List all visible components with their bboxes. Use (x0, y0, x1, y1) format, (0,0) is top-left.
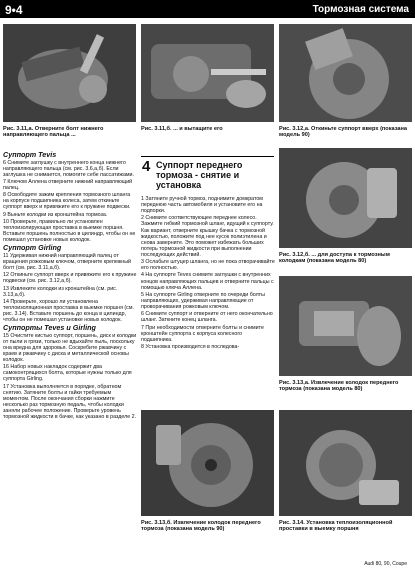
photo-3-13b-image (141, 410, 274, 516)
photo-3-13a-image (279, 276, 412, 376)
photo-3-11a-image (3, 24, 136, 122)
page-footer: Audi 80, 90, Coupe (364, 561, 407, 567)
caption-3-11a: Рис. 3.11,а. Отверните болт нижнего направляющего пальца ... (3, 126, 104, 139)
paragraph: 11 Удерживая нижний направляющий палец от вращения рожковым ключом, отверните крепежный болт (см. рис. 3.11,а,б). (3, 252, 131, 271)
paragraph: 17 Установка выполняется в порядке, обратном снятию. Затяните болты и гайки требуемым моментом. После окончания сборки нажмите несколько раз тормозную педаль, чтобы колодки заняли рабочее положение. Проверьте уровень тормозной жидкости в бачке, как указано в разделе 2. (3, 383, 137, 421)
paragraph: 10 Проверьте, правильно ли установлен теплоизолирующая проставка в выемке поршня. Вставьте поршень полностью в цилиндр, чтобы он не помешал установке новых колодок. (3, 219, 136, 244)
caption-3-11b: Рис. 3.11,б. ... и вытащите его (141, 126, 223, 132)
photo-3-13b (141, 410, 274, 516)
paragraph: 16 Набор новых накладок содержит два самоконтрящихся болта, которые нужны только для суппорта Girling. (3, 364, 132, 383)
paragraph: 7 При необходимости отверните болты и снимите кронштейн суппорта с корпуса колесного подшипника. (141, 324, 264, 343)
paragraph: 3 Ослабьте штуцер шланга, но не пока отворачивайте его полностью. (141, 259, 275, 272)
left-text-column (3, 150, 137, 421)
heading-tevis: Суппорт Tevis (3, 150, 57, 159)
paragraph: 5 На суппорте Girling отверните по очереди болты направляющих, удерживая направляющие от проворачивания рожковым ключом. (141, 291, 265, 310)
photo-3-14-image (279, 410, 412, 516)
paragraph: 9 Выньте колодки из кронштейна тормоза. (3, 211, 108, 218)
page-number: 9•4 (5, 3, 23, 17)
paragraph: 4 На суппорте Teves снимите заглушки с внутренних концов направляющих пальцев и отверните пальцы с помощью ключа Аллена. (141, 272, 274, 291)
section-number: 4 (142, 158, 151, 175)
paragraph: 14 Проверьте, хорошо ли установлена теплоизоляционная проставка в выемке поршня (см. рис. 3.14). Вставьте поршень до конца в цилиндр, чтобы он не помешал установке новых колодок. (3, 299, 134, 324)
paragraph: 2 Снимите соответствующее переднее колесо. Зажмите гибкий тормозной шланг, идущий к суппорту. Как вариант, отверните крышку бачка с тормозной жидкостью, положите под нее кусок полиэтилена и снова заверните. Это поможет избежать больших потерь тормозной жидкости при выполнении последующих действий. (141, 215, 274, 258)
paragraph: 6 Снимите заглушку с внутреннего конца нижнего направляющего пальца (см. рис. 3.6,а,б). Если заглушка не снимается, помогите себе пассатижами. (3, 159, 134, 178)
paragraph: 8 Установка производится в последова- (141, 344, 240, 351)
paragraph: 1 Затяните ручной тормоз, поднимите домкратом переднюю часть автомобиля и установите его на подпорки. (141, 196, 263, 215)
section-title-header: Тормозная система (312, 4, 409, 15)
caption-3-12a: Рис. 3.12,а. Откиньте суппорт вверх (показана модель 90) (279, 126, 408, 139)
caption-3-13b: Рис. 3.13,б. Извлечение колодок переднего тормоза (показана модель 90) (141, 520, 261, 533)
paragraph: 8 Освободите зажим крепления тормозного шланга на корпусе подшипника колеса, затем откиньте суппорт вверх и привяжите его к пружине подвески. (3, 192, 131, 211)
photo-3-11a (3, 24, 136, 122)
paragraph: 12 Откиньте суппорт вверх и привяжите его к пружине подвески (см. рис. 3.12,а,б). (3, 272, 137, 285)
photo-3-14 (279, 410, 412, 516)
heading-teves-girling: Суппорты Teves и Girling (3, 323, 96, 333)
photo-3-13a (279, 276, 412, 376)
caption-3-13a: Рис. 3.13,а. Извлечение колодок переднего тормоза (показана модель 80) (279, 380, 399, 393)
section-rule (141, 156, 274, 157)
caption-3-14: Рис. 3.14. Установка теплоизоляционной проставки в выемку поршня (279, 520, 393, 533)
photo-3-12a-image (279, 24, 412, 122)
section-heading: Суппорт переднего тормоза - снятие и установка (156, 160, 243, 190)
photo-3-12a (279, 24, 412, 122)
photo-3-12b-image (279, 148, 412, 248)
heading-girling: Суппорт Girling (3, 243, 62, 253)
paragraph: 13 Извлеките колодки из кронштейна (см. рис. 3.13,а,б). (3, 285, 118, 298)
paragraph: 6 Снимите суппорт и отверните от него окончательно шланг. Заткните конец шланга. (141, 311, 273, 324)
photo-3-11b (141, 24, 274, 122)
photo-3-12b (279, 148, 412, 248)
photo-3-11b-image (141, 24, 274, 122)
paragraph: 15 Очистите кистью суппорт, поршень, диск и колодки от пыли и грязи, только не вдыхайте пыль, поскольку она вредна для здоровья. Соскребите ржавчину с краев и ржавчину с диска и металлической основы колодок. (3, 332, 137, 364)
middle-text-column (141, 196, 275, 352)
caption-3-12b: Рис. 3.12,б. ... для доступа к тормозным колодкам (показана модель 80) (279, 252, 390, 265)
paragraph: 7 Ключом Аллена отверните нижний направляющий палец. (3, 178, 133, 192)
